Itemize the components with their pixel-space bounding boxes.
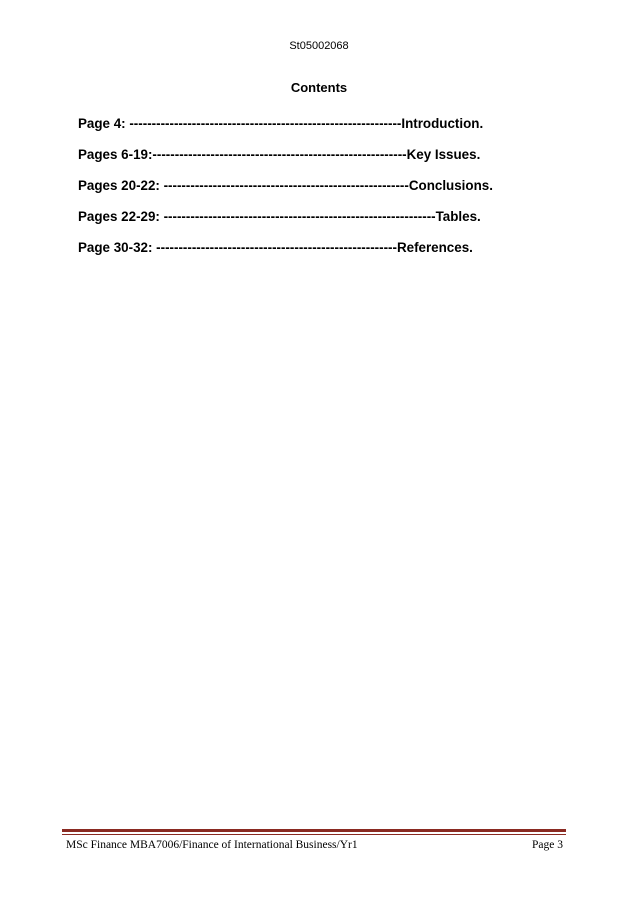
table-of-contents	[78, 112, 578, 267]
student-id-header: St05002068	[289, 40, 349, 52]
footer-rule-thin	[62, 834, 566, 835]
footer-course-text: MSc Finance MBA7006/Finance of International Business/Yr1	[66, 839, 358, 851]
toc-entry-references: Page 30-32: ------------------------------------------------------References.	[78, 240, 473, 255]
toc-entry-introduction: Page 4: -------------------------------------------------------------Introduction.	[78, 116, 484, 131]
toc-entry-tables: Pages 22-29: -------------------------------------------------------------Tables.	[78, 209, 481, 224]
footer-page-number: Page 3	[532, 839, 563, 851]
contents-title-text: Contents	[290, 80, 348, 95]
toc-entry-conclusions: Pages 20-22: -------------------------------------------------------Conclusions.	[78, 178, 493, 193]
page-footer	[66, 839, 563, 851]
toc-entry-key-issues: Pages 6-19:---------------------------------------------------------Key Issues.	[78, 147, 481, 162]
footer-rule-thick	[62, 829, 566, 832]
contents-title	[0, 80, 638, 95]
